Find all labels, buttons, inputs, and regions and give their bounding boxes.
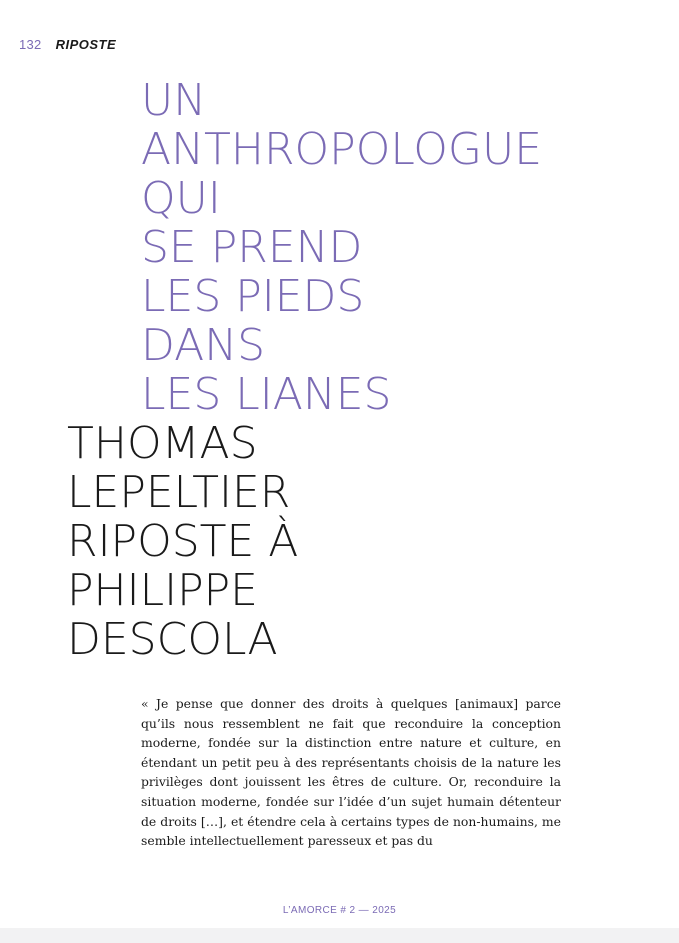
title-line: LES PIEDS	[141, 271, 365, 322]
byline-line: DESCOLA	[67, 614, 278, 665]
title-line: ANTHROPOLOGUE	[141, 124, 543, 175]
page-number: 132	[19, 37, 42, 52]
article-title	[141, 76, 542, 419]
page-footer: L’AMORCE # 2 — 2025	[282, 905, 397, 916]
section-label: RIPOSTE	[55, 37, 117, 52]
byline-line: PHILIPPE	[67, 565, 258, 616]
title-line: SE PREND	[141, 222, 363, 273]
byline-line: RIPOSTE À	[67, 516, 299, 567]
title-line: DANS	[141, 320, 266, 371]
bottom-margin-band	[0, 928, 679, 943]
byline-line: LEPELTIER	[67, 467, 291, 518]
author-byline	[67, 419, 298, 664]
title-line: QUI	[141, 173, 221, 224]
title-line: LES LIANES	[141, 369, 392, 420]
running-header	[19, 37, 116, 52]
byline-line: THOMAS	[67, 418, 258, 469]
body-paragraph: « Je pense que donner des droits à quelques [animaux] parce qu’ils nous ressemblent ne fait que reconduire la conception moderne, fondée sur la distinction entre nature et culture, en étendant un petit peu à des représentants choisis de la nature les privilèges dont jouissent les êtres de culture. Or, reconduire la situation moderne, fondée sur l’idée d’un sujet humain détenteur de droits […], et étendre cela à certains types de non-humains, me semble intellectuellement paresseux et pas du	[141, 696, 561, 849]
title-line: UN	[141, 75, 207, 126]
